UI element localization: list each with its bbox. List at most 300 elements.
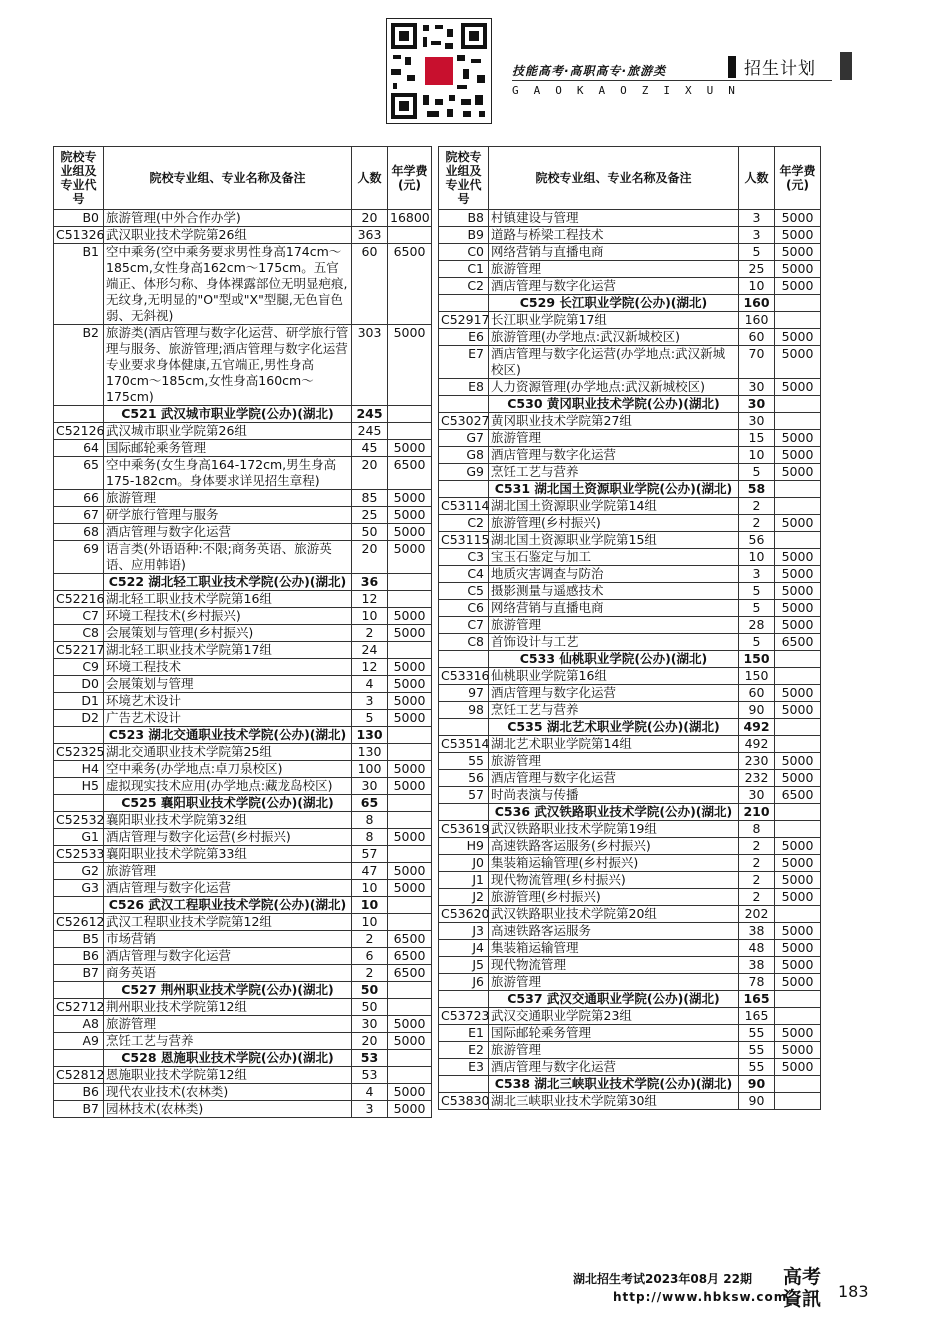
cell-name: 旅游管理 <box>489 430 739 447</box>
cell-count: 30 <box>739 396 775 413</box>
cell-name: 旅游管理 <box>104 1016 352 1033</box>
cell-name: 环境工程技术(乡村振兴) <box>104 608 352 625</box>
cell-code <box>54 727 104 744</box>
group-row <box>54 744 432 761</box>
cell-name: 酒店管理与数字化运营(办学地点:武汉新城校区) <box>489 346 739 379</box>
group-row <box>54 423 432 440</box>
cell-count: 5 <box>739 244 775 261</box>
cell-count: 28 <box>739 617 775 634</box>
cell-name: 地质灾害调查与防治 <box>489 566 739 583</box>
school-row <box>54 795 432 812</box>
cell-count: 65 <box>352 795 388 812</box>
cell-name: 人力资源管理(办学地点:武汉新城校区) <box>489 379 739 396</box>
cell-fee <box>388 897 432 914</box>
major-row <box>54 625 432 642</box>
cell-code <box>54 982 104 999</box>
cell-count: 4 <box>352 1084 388 1101</box>
section-tab-marker <box>840 52 852 80</box>
cell-fee: 5000 <box>775 261 821 278</box>
cell-name: C526 武汉工程职业技术学院(公办)(湖北) <box>104 897 352 914</box>
cell-fee: 5000 <box>775 515 821 532</box>
cell-count: 2 <box>739 515 775 532</box>
column-header-fee: 年学费(元) <box>775 147 821 210</box>
school-row <box>439 481 821 498</box>
cell-name: 现代物流管理 <box>489 957 739 974</box>
cell-count: 165 <box>739 1008 775 1025</box>
cell-fee: 6500 <box>388 457 432 490</box>
cell-count: 12 <box>352 659 388 676</box>
cell-code <box>54 795 104 812</box>
cell-name: 首饰设计与工艺 <box>489 634 739 651</box>
cell-fee <box>775 719 821 736</box>
cell-name: 高速铁路客运服务 <box>489 923 739 940</box>
cell-fee: 5000 <box>388 676 432 693</box>
column-header-count: 人数 <box>739 147 775 210</box>
cell-fee <box>775 804 821 821</box>
cell-count: 3 <box>352 1101 388 1118</box>
school-row <box>54 574 432 591</box>
cell-fee: 5000 <box>775 1042 821 1059</box>
major-row <box>439 210 821 227</box>
cell-count: 4 <box>352 676 388 693</box>
cell-code: G8 <box>439 447 489 464</box>
column-header-name: 院校专业组、专业名称及备注 <box>104 147 352 210</box>
cell-code: C53830 <box>439 1093 489 1110</box>
cell-name: 商务英语 <box>104 965 352 982</box>
cell-name: C538 湖北三峡职业技术学院(公办)(湖北) <box>489 1076 739 1093</box>
logo-text: 高考資訊 <box>782 1266 821 1310</box>
cell-code: C7 <box>54 608 104 625</box>
cell-code: B6 <box>54 1084 104 1101</box>
cell-fee: 5000 <box>388 1016 432 1033</box>
cell-count: 20 <box>352 210 388 227</box>
cell-name: 空中乘务(办学地点:卓刀泉校区) <box>104 761 352 778</box>
major-row <box>54 608 432 625</box>
cell-count: 90 <box>739 702 775 719</box>
cell-fee <box>775 991 821 1008</box>
school-row <box>439 295 821 312</box>
cell-count: 303 <box>352 325 388 406</box>
major-row <box>54 210 432 227</box>
website-url[interactable]: http://www.hbksw.com <box>613 1290 788 1304</box>
cell-name: 旅游管理 <box>489 1042 739 1059</box>
cell-name: 语言类(外语语种:不限;商务英语、旅游英语、应用韩语) <box>104 541 352 574</box>
major-row <box>439 278 821 295</box>
cell-count: 2 <box>352 965 388 982</box>
cell-fee: 5000 <box>775 346 821 379</box>
cell-count: 25 <box>352 507 388 524</box>
cell-code: B6 <box>54 948 104 965</box>
cell-code: C6 <box>439 600 489 617</box>
cell-code: C52217 <box>54 642 104 659</box>
cell-name: 武汉城市职业学院第26组 <box>104 423 352 440</box>
major-row <box>54 948 432 965</box>
cell-name: 酒店管理与数字化运营 <box>489 278 739 295</box>
cell-code: J2 <box>439 889 489 906</box>
cell-count: 6 <box>352 948 388 965</box>
cell-fee: 5000 <box>775 278 821 295</box>
major-row <box>439 838 821 855</box>
cell-name: 旅游管理(乡村振兴) <box>489 889 739 906</box>
cell-count: 100 <box>352 761 388 778</box>
cell-code: C1 <box>439 261 489 278</box>
cell-code <box>439 804 489 821</box>
magazine-logo <box>778 1266 826 1314</box>
cell-name: 会展策划与管理 <box>104 676 352 693</box>
major-row <box>439 515 821 532</box>
page-number: 183 <box>838 1282 869 1301</box>
cell-code: B5 <box>54 931 104 948</box>
cell-fee <box>775 906 821 923</box>
cell-code: E7 <box>439 346 489 379</box>
cell-fee: 5000 <box>775 600 821 617</box>
group-row <box>439 498 821 515</box>
cell-name: 宝玉石鉴定与加工 <box>489 549 739 566</box>
cell-fee <box>388 642 432 659</box>
cell-name: C527 荆州职业技术学院(公办)(湖北) <box>104 982 352 999</box>
cell-name: C529 长江职业学院(公办)(湖北) <box>489 295 739 312</box>
major-row <box>54 931 432 948</box>
cell-code: 64 <box>54 440 104 457</box>
cell-code: H9 <box>439 838 489 855</box>
cell-count: 55 <box>739 1042 775 1059</box>
cell-name: 环境工程技术 <box>104 659 352 676</box>
cell-code: B9 <box>439 227 489 244</box>
cell-fee <box>388 846 432 863</box>
cell-fee: 5000 <box>775 702 821 719</box>
major-row <box>439 923 821 940</box>
group-row <box>439 532 821 549</box>
cell-fee <box>775 532 821 549</box>
column-header-fee: 年学费(元) <box>388 147 432 210</box>
cell-fee <box>775 413 821 430</box>
cell-fee <box>775 1008 821 1025</box>
cell-count: 85 <box>352 490 388 507</box>
major-row <box>54 965 432 982</box>
group-row <box>439 312 821 329</box>
column-header-count: 人数 <box>352 147 388 210</box>
major-row <box>54 676 432 693</box>
cell-fee: 6500 <box>388 931 432 948</box>
cell-name: 湖北国土资源职业学院第15组 <box>489 532 739 549</box>
cell-code: G9 <box>439 464 489 481</box>
cell-count: 57 <box>352 846 388 863</box>
major-row <box>439 464 821 481</box>
cell-name: C537 武汉交通职业学院(公办)(湖北) <box>489 991 739 1008</box>
cell-count: 55 <box>739 1025 775 1042</box>
cell-code: C52325 <box>54 744 104 761</box>
cell-code: E6 <box>439 329 489 346</box>
cell-name: 烹饪工艺与营养 <box>489 702 739 719</box>
major-row <box>54 325 432 406</box>
cell-fee: 5000 <box>775 940 821 957</box>
cell-count: 47 <box>352 863 388 880</box>
group-row <box>54 1067 432 1084</box>
cell-name: 旅游管理 <box>489 753 739 770</box>
group-row <box>54 914 432 931</box>
cell-code: C53115 <box>439 532 489 549</box>
cell-name: 酒店管理与数字化运营 <box>104 948 352 965</box>
cell-count: 20 <box>352 1033 388 1050</box>
cell-code: C4 <box>439 566 489 583</box>
cell-code: H4 <box>54 761 104 778</box>
cell-code: E8 <box>439 379 489 396</box>
cell-count: 78 <box>739 974 775 991</box>
cell-code: C8 <box>439 634 489 651</box>
cell-fee <box>388 744 432 761</box>
cell-fee <box>388 423 432 440</box>
magazine-issue: 湖北招生考试2023年08月 22期 <box>573 1272 752 1286</box>
major-row <box>439 447 821 464</box>
cell-name: C528 恩施职业技术学院(公办)(湖北) <box>104 1050 352 1067</box>
cell-count: 160 <box>739 295 775 312</box>
major-row <box>54 880 432 897</box>
cell-fee: 5000 <box>775 210 821 227</box>
cell-name: 村镇建设与管理 <box>489 210 739 227</box>
cell-code: 67 <box>54 507 104 524</box>
major-row <box>439 583 821 600</box>
cell-fee: 6500 <box>775 634 821 651</box>
cell-fee: 5000 <box>775 1025 821 1042</box>
cell-count: 2 <box>739 872 775 889</box>
major-row <box>439 872 821 889</box>
cell-name: 武汉职业技术学院第26组 <box>104 227 352 244</box>
cell-code: H5 <box>54 778 104 795</box>
cell-count: 10 <box>352 897 388 914</box>
cell-code <box>54 897 104 914</box>
cell-fee <box>388 795 432 812</box>
major-row <box>54 1016 432 1033</box>
cell-code <box>439 1076 489 1093</box>
major-row <box>439 566 821 583</box>
cell-code: 57 <box>439 787 489 804</box>
cell-code <box>439 396 489 413</box>
cell-count: 10 <box>352 880 388 897</box>
cell-count: 56 <box>739 532 775 549</box>
cell-count: 3 <box>739 227 775 244</box>
enrollment-table-left <box>53 146 432 1118</box>
cell-name: 酒店管理与数字化运营 <box>489 685 739 702</box>
enrollment-table-right <box>438 146 821 1110</box>
school-row <box>439 651 821 668</box>
cell-fee <box>775 481 821 498</box>
cell-code: E1 <box>439 1025 489 1042</box>
major-row <box>439 600 821 617</box>
cell-code: B7 <box>54 1101 104 1118</box>
cell-fee <box>388 914 432 931</box>
cell-count: 165 <box>739 991 775 1008</box>
cell-name: 会展策划与管理(乡村振兴) <box>104 625 352 642</box>
cell-fee: 6500 <box>388 244 432 325</box>
group-row <box>439 668 821 685</box>
cell-fee: 5000 <box>775 855 821 872</box>
major-row <box>54 829 432 846</box>
major-row <box>439 974 821 991</box>
cell-fee <box>388 727 432 744</box>
cell-fee: 5000 <box>388 863 432 880</box>
cell-code: C9 <box>54 659 104 676</box>
cell-count: 2 <box>739 889 775 906</box>
school-row <box>54 982 432 999</box>
table-header-row <box>54 147 432 210</box>
table-header-row <box>439 147 821 210</box>
school-row <box>54 727 432 744</box>
cell-fee: 5000 <box>388 625 432 642</box>
cell-code: C52216 <box>54 591 104 608</box>
school-row <box>439 396 821 413</box>
cell-code: J6 <box>439 974 489 991</box>
cell-count: 492 <box>739 719 775 736</box>
cell-name: 研学旅行管理与服务 <box>104 507 352 524</box>
cell-name: 网络营销与直播电商 <box>489 600 739 617</box>
cell-name: 黄冈职业技术学院第27组 <box>489 413 739 430</box>
cell-count: 25 <box>739 261 775 278</box>
cell-count: 12 <box>352 591 388 608</box>
cell-fee: 5000 <box>388 490 432 507</box>
cell-name: 市场营销 <box>104 931 352 948</box>
cell-fee: 5000 <box>388 524 432 541</box>
cell-fee: 5000 <box>775 464 821 481</box>
group-row <box>54 999 432 1016</box>
cell-count: 5 <box>739 600 775 617</box>
cell-code <box>439 295 489 312</box>
cell-code <box>54 574 104 591</box>
cell-code <box>439 991 489 1008</box>
cell-fee: 5000 <box>388 541 432 574</box>
major-row <box>439 634 821 651</box>
cell-name: 武汉铁路职业技术学院第19组 <box>489 821 739 838</box>
cell-code: J3 <box>439 923 489 940</box>
cell-code <box>54 406 104 423</box>
cell-code: 97 <box>439 685 489 702</box>
cell-count: 363 <box>352 227 388 244</box>
cell-name: 湖北国土资源职业学院第14组 <box>489 498 739 515</box>
major-row <box>54 1101 432 1118</box>
cell-name: 旅游管理(中外合作办学) <box>104 210 352 227</box>
cell-count: 150 <box>739 668 775 685</box>
cell-code: C52612 <box>54 914 104 931</box>
major-row <box>439 787 821 804</box>
cell-fee: 5000 <box>775 329 821 346</box>
cell-code: A8 <box>54 1016 104 1033</box>
cell-count: 53 <box>352 1050 388 1067</box>
cell-fee: 5000 <box>775 753 821 770</box>
cell-name: 湖北艺术职业学院第14组 <box>489 736 739 753</box>
cell-name: 武汉工程职业技术学院第12组 <box>104 914 352 931</box>
cell-fee: 6500 <box>388 965 432 982</box>
major-row <box>54 507 432 524</box>
major-row <box>439 770 821 787</box>
cell-count: 2 <box>739 498 775 515</box>
cell-name: 旅游类(酒店管理与数字化运营、研学旅行管理与服务、旅游管理;酒店管理与数字化运营专业要求身体健康,五官端正,男性身高170cm～185cm,女性身高160cm～175cm) <box>104 325 352 406</box>
cell-name: 虚拟现实技术应用(办学地点:藏龙岛校区) <box>104 778 352 795</box>
cell-fee: 5000 <box>388 710 432 727</box>
cell-name: 现代物流管理(乡村振兴) <box>489 872 739 889</box>
cell-code: C52126 <box>54 423 104 440</box>
cell-fee: 5000 <box>775 974 821 991</box>
cell-name: 旅游管理 <box>489 617 739 634</box>
group-row <box>439 413 821 430</box>
cell-count: 15 <box>739 430 775 447</box>
cell-count: 50 <box>352 524 388 541</box>
cell-fee <box>388 812 432 829</box>
cell-code: B0 <box>54 210 104 227</box>
cell-count: 8 <box>352 812 388 829</box>
column-header-name: 院校专业组、专业名称及备注 <box>489 147 739 210</box>
cell-count: 45 <box>352 440 388 457</box>
cell-name: 荆州职业技术学院第12组 <box>104 999 352 1016</box>
major-row <box>54 440 432 457</box>
cell-count: 492 <box>739 736 775 753</box>
major-row <box>439 957 821 974</box>
cell-name: 集装箱运输管理 <box>489 940 739 957</box>
cell-code: G2 <box>54 863 104 880</box>
cell-fee: 5000 <box>775 957 821 974</box>
cell-name: 旅游管理(办学地点:武汉新城校区) <box>489 329 739 346</box>
cell-fee: 5000 <box>775 838 821 855</box>
cell-name: 集装箱运输管理(乡村振兴) <box>489 855 739 872</box>
cell-fee <box>388 999 432 1016</box>
cell-name: 旅游管理 <box>104 490 352 507</box>
cell-count: 2 <box>739 838 775 855</box>
cell-code: C51326 <box>54 227 104 244</box>
cell-fee: 5000 <box>775 685 821 702</box>
cell-count: 10 <box>739 278 775 295</box>
cell-count: 2 <box>739 855 775 872</box>
cell-fee: 5000 <box>388 1101 432 1118</box>
cell-count: 232 <box>739 770 775 787</box>
major-row <box>439 889 821 906</box>
cell-fee: 5000 <box>388 608 432 625</box>
cell-name: 湖北轻工职业技术学院第17组 <box>104 642 352 659</box>
major-row <box>439 617 821 634</box>
cell-count: 48 <box>739 940 775 957</box>
cell-count: 10 <box>352 608 388 625</box>
cell-fee <box>775 1076 821 1093</box>
cell-fee: 5000 <box>775 244 821 261</box>
cell-code: C53723 <box>439 1008 489 1025</box>
cell-fee: 5000 <box>388 778 432 795</box>
cell-count: 8 <box>739 821 775 838</box>
cell-code: C52917 <box>439 312 489 329</box>
cell-name: 仙桃职业学院第16组 <box>489 668 739 685</box>
qr-code <box>386 18 492 124</box>
cell-fee <box>388 982 432 999</box>
major-row <box>54 693 432 710</box>
cell-fee: 16800 <box>388 210 432 227</box>
cell-code: C53514 <box>439 736 489 753</box>
header-categories: 技能高考·高职高专·旅游类 <box>512 64 667 78</box>
cell-count: 70 <box>739 346 775 379</box>
cell-count: 10 <box>352 914 388 931</box>
cell-fee: 5000 <box>775 923 821 940</box>
school-row <box>54 406 432 423</box>
header-rule <box>512 80 832 81</box>
major-row <box>439 685 821 702</box>
cell-fee <box>388 591 432 608</box>
cell-code: B7 <box>54 965 104 982</box>
cell-fee: 5000 <box>388 880 432 897</box>
cell-fee <box>388 1050 432 1067</box>
cell-code: E3 <box>439 1059 489 1076</box>
cell-fee: 5000 <box>775 872 821 889</box>
cell-name: C525 襄阳职业技术学院(公办)(湖北) <box>104 795 352 812</box>
column-header-code: 院校专业组及专业代号 <box>54 147 104 210</box>
header-separator-bar <box>728 56 736 78</box>
cell-fee: 5000 <box>775 617 821 634</box>
cell-count: 55 <box>739 1059 775 1076</box>
cell-code: C0 <box>439 244 489 261</box>
